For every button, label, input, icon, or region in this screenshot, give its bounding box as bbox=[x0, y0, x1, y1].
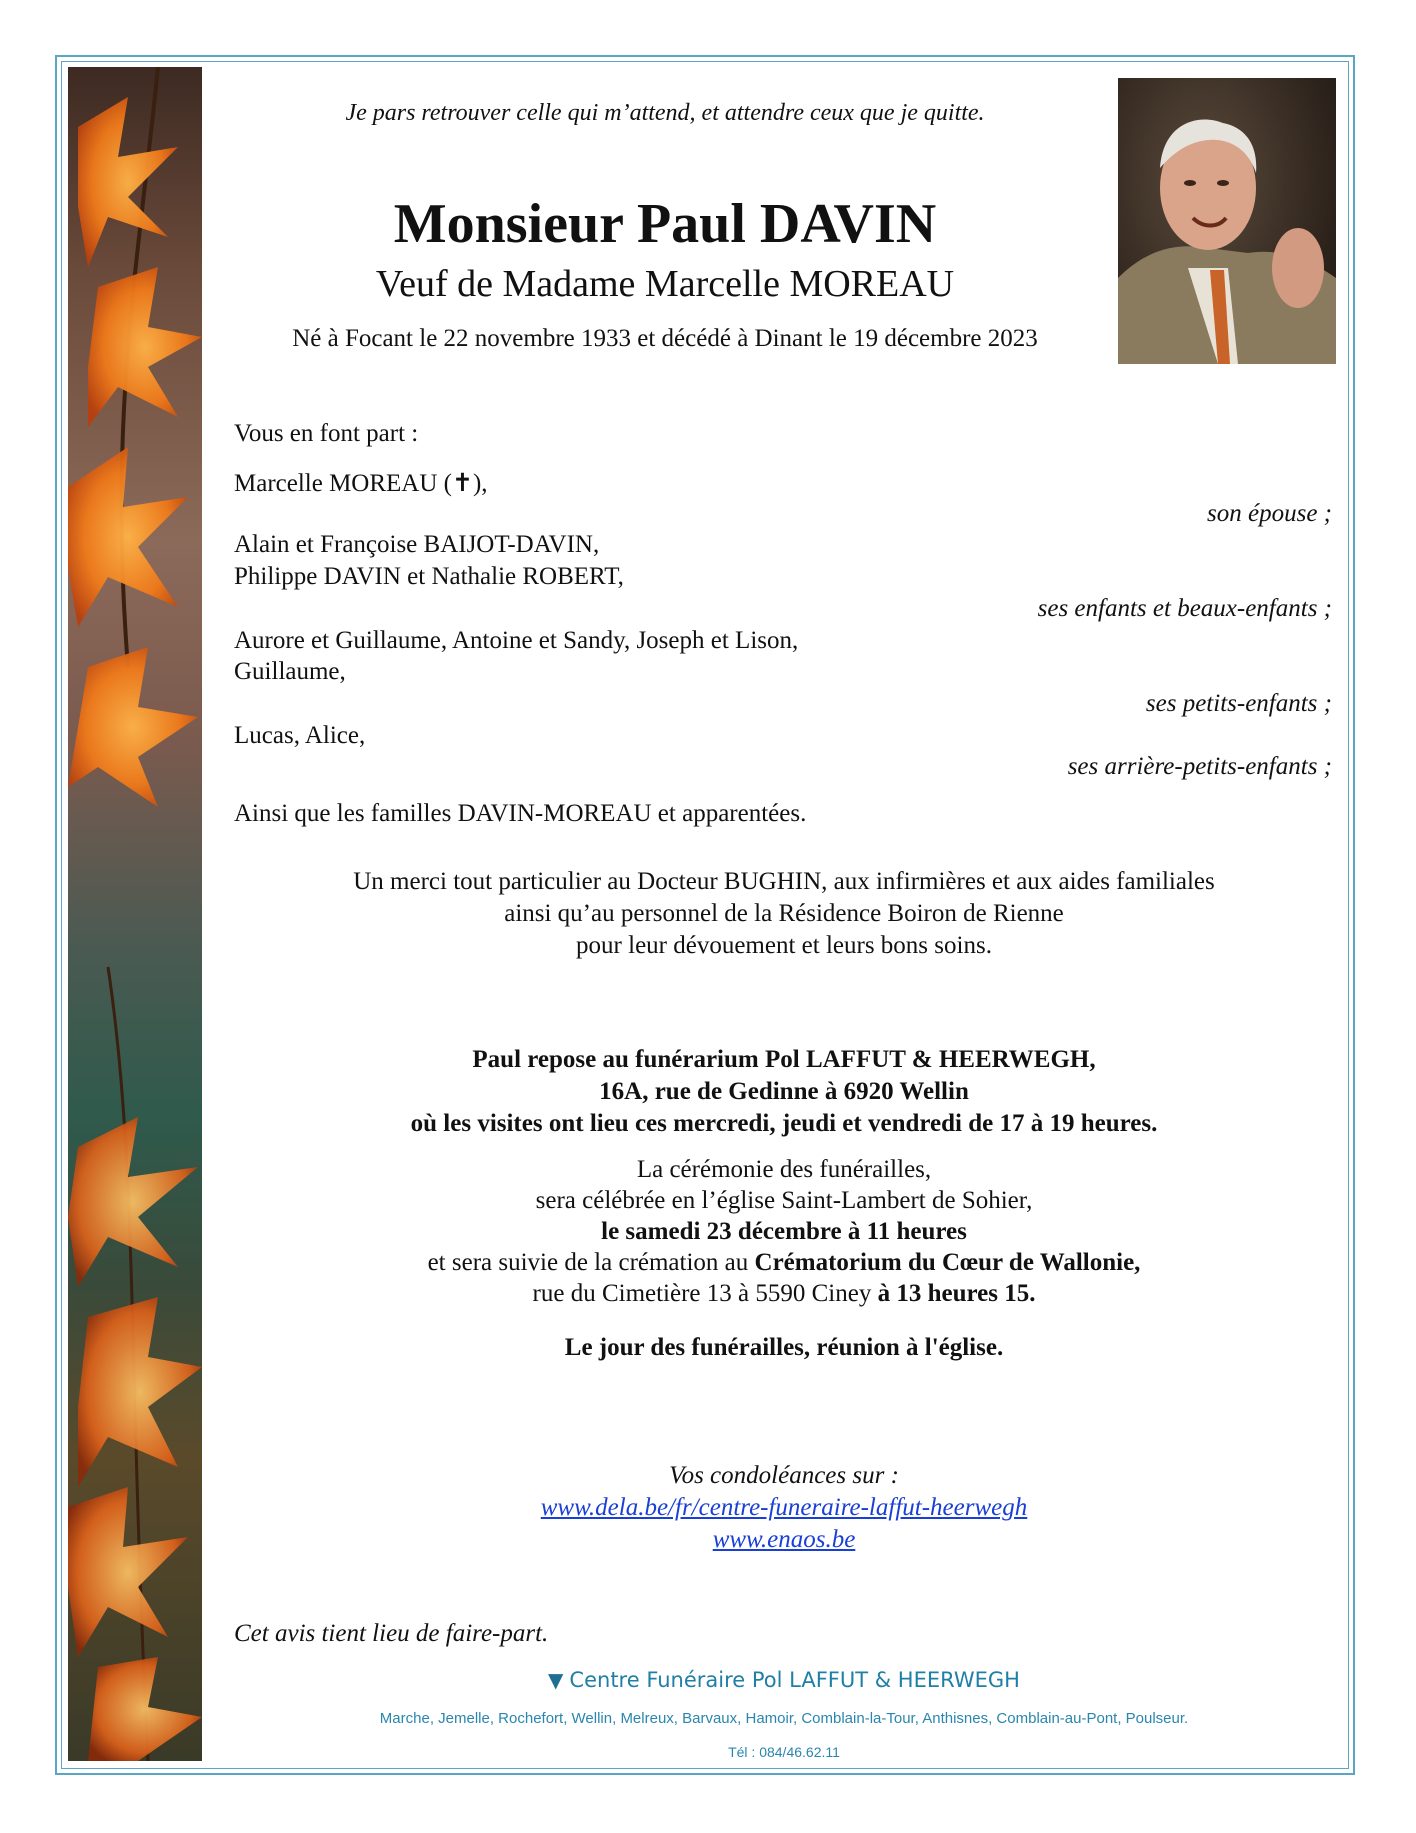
portrait-photo bbox=[1118, 78, 1336, 364]
birth-death-dates: Né à Focant le 22 novembre 1933 et décédé à Dinant le 19 décembre 2023 bbox=[292, 325, 1038, 352]
deceased-name: Monsieur Paul DAVIN bbox=[393, 193, 937, 255]
announcement-intro: Vous en font part : bbox=[234, 420, 419, 447]
thanks-line: Un merci tout particulier au Docteur BUGHIN, aux infirmières et aux aides familiales bbox=[353, 868, 1215, 895]
visitation-line: Paul repose au funérarium Pol LAFFUT & HEERWEGH, bbox=[472, 1046, 1096, 1073]
family-line: Marcelle MOREAU (✝), bbox=[234, 470, 488, 497]
funeral-home-name: ▼ Centre Funéraire Pol LAFFUT & HEERWEGH bbox=[548, 1668, 1020, 1692]
family-line: Lucas, Alice, bbox=[234, 722, 366, 749]
family-line: Philippe DAVIN et Nathalie ROBERT, bbox=[234, 563, 624, 590]
enaos-link[interactable]: www.enaos.be bbox=[712, 1526, 856, 1553]
visitation-line: 16A, rue de Gedinne à 6920 Wellin bbox=[599, 1078, 969, 1105]
notice-text: Cet avis tient lieu de faire-part. bbox=[234, 1620, 549, 1647]
thanks-line: ainsi qu’au personnel de la Résidence Boiron de Rienne bbox=[504, 900, 1064, 927]
relation-label: son épouse ; bbox=[1207, 500, 1332, 527]
family-line: Alain et Françoise BAIJOT-DAVIN, bbox=[234, 531, 600, 558]
ceremony-info bbox=[234, 1154, 1334, 1309]
visitation-info bbox=[234, 1044, 1334, 1140]
ceremony-date: le samedi 23 décembre à 11 heures bbox=[601, 1218, 967, 1245]
dela-link[interactable]: www.dela.be/fr/centre-funeraire-laffut-heerwegh bbox=[540, 1494, 1028, 1521]
relation-label: ses petits-enfants ; bbox=[1145, 690, 1332, 717]
autumn-leaves-image bbox=[68, 67, 202, 1761]
ceremony-line: La cérémonie des funérailles, bbox=[636, 1156, 932, 1183]
reunion-note: Le jour des funérailles, réunion à l'église. bbox=[564, 1334, 1004, 1361]
cremation-time: à 13 heures 15. bbox=[877, 1280, 1036, 1307]
cremation-line: et sera suivie de la crémation au Crématorium du Cœur de Wallonie, bbox=[427, 1249, 1141, 1276]
crematorium-address: rue du Cimetière 13 à 5590 Ciney à 13 heures 15. bbox=[532, 1280, 1036, 1307]
relation-label: ses arrière-petits-enfants ; bbox=[1067, 753, 1332, 780]
crematorium-name: Crématorium du Cœur de Wallonie, bbox=[754, 1249, 1141, 1276]
family-line: Aurore et Guillaume, Antoine et Sandy, Joseph et Lison, bbox=[234, 627, 799, 654]
relation-label: ses enfants et beaux-enfants ; bbox=[1037, 595, 1332, 622]
deceased-subtitle: Veuf de Madame Marcelle MOREAU bbox=[375, 263, 955, 305]
families-line: Ainsi que les familles DAVIN-MOREAU et apparentées. bbox=[234, 800, 807, 827]
funeral-home-locations: Marche, Jemelle, Rochefort, Wellin, Melreux, Barvaux, Hamoir, Comblain-la-Tour, Anthisnes, Comblain-au-Pont, Poulseur. bbox=[379, 1710, 1189, 1727]
triangle-down-icon: ▼ bbox=[548, 1668, 564, 1692]
condolences-block bbox=[234, 1460, 1334, 1556]
thanks-paragraph bbox=[234, 866, 1334, 962]
ceremony-line: sera célébrée en l’église Saint-Lambert de Sohier, bbox=[535, 1187, 1033, 1214]
family-line: Guillaume, bbox=[234, 658, 346, 685]
condolences-label: Vos condoléances sur : bbox=[669, 1462, 899, 1489]
funeral-home-phone: Tél : 084/46.62.11 bbox=[728, 1744, 840, 1760]
visitation-line: où les visites ont lieu ces mercredi, jeudi et vendredi de 17 à 19 heures. bbox=[410, 1110, 1158, 1137]
epigraph-quote: Je pars retrouver celle qui m’attend, et attendre ceux que je quitte. bbox=[345, 100, 985, 126]
thanks-line: pour leur dévouement et leurs bons soins. bbox=[576, 932, 992, 959]
